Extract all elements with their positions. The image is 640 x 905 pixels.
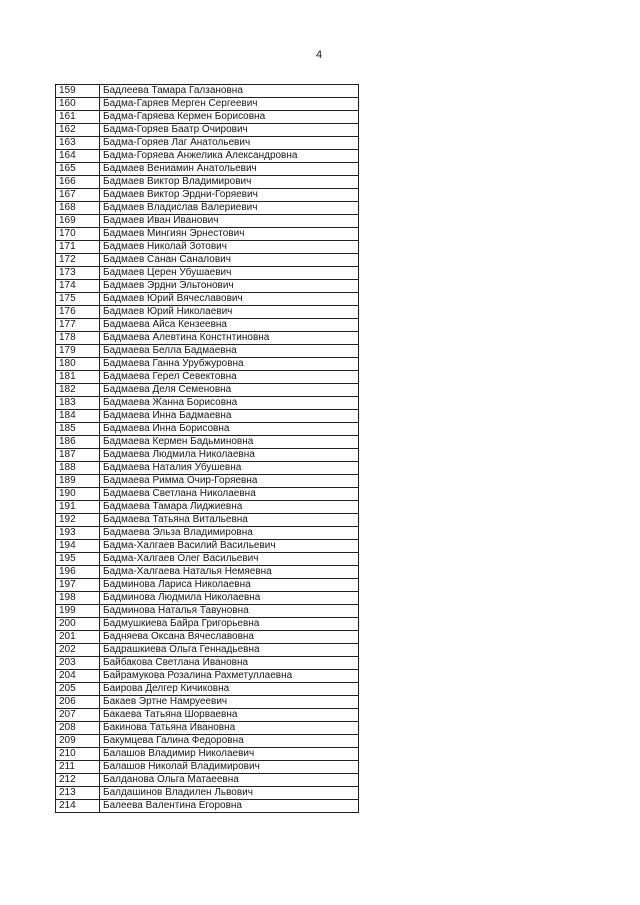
row-number: 208 [56,722,100,735]
table-row [56,124,359,137]
person-name: Бадмаев Мингиян Эрнестович [100,228,359,241]
table-row [56,85,359,98]
table-row [56,150,359,163]
person-name: Бадма-Горяев Баатр Очирович [100,124,359,137]
table-row [56,618,359,631]
table-row [56,696,359,709]
person-name: Бакинова Татьяна Ивановна [100,722,359,735]
person-name: Бадмаева Ганна Урубжуровна [100,358,359,371]
row-number: 180 [56,358,100,371]
row-number: 167 [56,189,100,202]
table-row [56,709,359,722]
person-name: Бадма-Гаряев Мерген Сергеевич [100,98,359,111]
table-row [56,280,359,293]
person-name: Бадмаев Вениамин Анатольевич [100,163,359,176]
table-row [56,800,359,813]
table-row [56,774,359,787]
roster-table [55,84,359,813]
person-name: Бадмаев Юрий Николаевич [100,306,359,319]
person-name: Бадминова Наталья Тавуновна [100,605,359,618]
row-number: 191 [56,501,100,514]
person-name: Бадмаев Юрий Вячеславович [100,293,359,306]
row-number: 179 [56,345,100,358]
row-number: 188 [56,462,100,475]
table-row [56,670,359,683]
row-number: 160 [56,98,100,111]
row-number: 186 [56,436,100,449]
row-number: 172 [56,254,100,267]
table-row [56,423,359,436]
table-row [56,241,359,254]
table-row [56,189,359,202]
row-number: 190 [56,488,100,501]
row-number: 162 [56,124,100,137]
person-name: Бадмушкиева Байра Григорьевна [100,618,359,631]
table-row [56,735,359,748]
person-name: Байрамукова Розалина Рахметуллаевна [100,670,359,683]
row-number: 213 [56,787,100,800]
person-name: Бадмаева Жанна Борисовна [100,397,359,410]
person-name: Бадмаева Светлана Николаевна [100,488,359,501]
table-row [56,644,359,657]
person-name: Бакаева Татьяна Шорваевна [100,709,359,722]
row-number: 203 [56,657,100,670]
person-name: Бадма-Халгаева Наталья Немяевна [100,566,359,579]
row-number: 207 [56,709,100,722]
person-name: Балашов Николай Владимирович [100,761,359,774]
person-name: Бадмаева Римма Очир-Горяевна [100,475,359,488]
row-number: 164 [56,150,100,163]
person-name: Бадмаев Виктор Владимирович [100,176,359,189]
table-row [56,319,359,332]
row-number: 193 [56,527,100,540]
row-number: 173 [56,267,100,280]
table-row [56,501,359,514]
person-name: Бадмаева Наталия Убушевна [100,462,359,475]
row-number: 178 [56,332,100,345]
row-number: 181 [56,371,100,384]
person-name: Байбакова Светлана Ивановна [100,657,359,670]
table-row [56,592,359,605]
row-number: 198 [56,592,100,605]
table-row [56,176,359,189]
person-name: Бадма-Халгаев Василий Васильевич [100,540,359,553]
person-name: Бадмаева Тамара Лиджиевна [100,501,359,514]
person-name: Бадминова Лариса Николаевна [100,579,359,592]
table-row [56,683,359,696]
table-row [56,384,359,397]
table-row [56,332,359,345]
person-name: Бадмаева Айса Кензеевна [100,319,359,332]
row-number: 204 [56,670,100,683]
table-row [56,475,359,488]
table-row [56,163,359,176]
person-name: Бадмаева Алевтина Констнтиновна [100,332,359,345]
table-row [56,787,359,800]
row-number: 210 [56,748,100,761]
row-number: 182 [56,384,100,397]
person-name: Бадмаев Эрдни Эльтонович [100,280,359,293]
page-number: 4 [316,49,323,61]
table-row [56,358,359,371]
person-name: Бакаев Эртне Намруеевич [100,696,359,709]
table-row [56,462,359,475]
row-number: 196 [56,566,100,579]
row-number: 200 [56,618,100,631]
row-number: 170 [56,228,100,241]
row-number: 166 [56,176,100,189]
person-name: Бадмаева Белла Бадмаевна [100,345,359,358]
person-name: Бадмаева Герел Севектовна [100,371,359,384]
row-number: 195 [56,553,100,566]
table-row [56,306,359,319]
table-row [56,748,359,761]
row-number: 184 [56,410,100,423]
person-name: Бадмаев Виктор Эрдни-Горяевич [100,189,359,202]
person-name: Бадмаева Татьяна Витальевна [100,514,359,527]
row-number: 171 [56,241,100,254]
person-name: Бадлеева Тамара Галзановна [100,85,359,98]
row-number: 214 [56,800,100,813]
person-name: Бадрашкиева Ольга Геннадьевна [100,644,359,657]
table-row [56,371,359,384]
table-row [56,566,359,579]
row-number: 209 [56,735,100,748]
table-row [56,722,359,735]
table-row [56,228,359,241]
person-name: Бадмаева Инна Борисовна [100,423,359,436]
table-row [56,436,359,449]
row-number: 169 [56,215,100,228]
person-name: Бадмаев Владислав Валериевич [100,202,359,215]
table-row [56,267,359,280]
person-name: Бадма-Гаряева Кермен Борисовна [100,111,359,124]
table-row [56,488,359,501]
table-row [56,527,359,540]
person-name: Балданова Ольга Матаеевна [100,774,359,787]
person-name: Балеева Валентина Егоровна [100,800,359,813]
row-number: 175 [56,293,100,306]
table-row [56,540,359,553]
person-name: Балдашинов Владилен Львович [100,787,359,800]
table-row [56,215,359,228]
table-row [56,410,359,423]
person-name: Бадмаева Людмила Николаевна [100,449,359,462]
person-name: Бадняева Оксана Вячеславовна [100,631,359,644]
row-number: 177 [56,319,100,332]
row-number: 185 [56,423,100,436]
row-number: 183 [56,397,100,410]
person-name: Бадмаева Эльза Владимировна [100,527,359,540]
row-number: 168 [56,202,100,215]
row-number: 205 [56,683,100,696]
row-number: 202 [56,644,100,657]
table-row [56,605,359,618]
row-number: 206 [56,696,100,709]
roster-body [56,85,359,813]
person-name: Бадмаев Николай Зотович [100,241,359,254]
table-row [56,397,359,410]
table-row [56,345,359,358]
table-row [56,449,359,462]
person-name: Балашов Владимир Николаевич [100,748,359,761]
table-row [56,137,359,150]
row-number: 174 [56,280,100,293]
row-number: 159 [56,85,100,98]
row-number: 201 [56,631,100,644]
table-row [56,111,359,124]
person-name: Бадмаева Деля Семеновна [100,384,359,397]
table-row [56,254,359,267]
person-name: Бакумцева Галина Федоровна [100,735,359,748]
table-row [56,631,359,644]
person-name: Бадмаева Кермен Бадьминовна [100,436,359,449]
row-number: 176 [56,306,100,319]
row-number: 187 [56,449,100,462]
row-number: 211 [56,761,100,774]
table-row [56,98,359,111]
table-row [56,202,359,215]
person-name: Бадма-Горяева Анжелика Александровна [100,150,359,163]
row-number: 163 [56,137,100,150]
row-number: 194 [56,540,100,553]
row-number: 192 [56,514,100,527]
row-number: 199 [56,605,100,618]
person-name: Бадма-Халгаев Олег Васильевич [100,553,359,566]
person-name: Бадмаев Санан Саналович [100,254,359,267]
row-number: 165 [56,163,100,176]
table-row [56,514,359,527]
table-row [56,553,359,566]
row-number: 161 [56,111,100,124]
table-row [56,657,359,670]
row-number: 212 [56,774,100,787]
table-row [56,761,359,774]
person-name: Бадминова Людмила Николаевна [100,592,359,605]
row-number: 197 [56,579,100,592]
person-name: Бадмаев Церен Убушаевич [100,267,359,280]
person-name: Баирова Делгер Кичиковна [100,683,359,696]
table-row [56,293,359,306]
person-name: Бадма-Горяев Лаг Анатольевич [100,137,359,150]
person-name: Бадмаева Инна Бадмаевна [100,410,359,423]
person-name: Бадмаев Иван Иванович [100,215,359,228]
row-number: 189 [56,475,100,488]
table-row [56,579,359,592]
